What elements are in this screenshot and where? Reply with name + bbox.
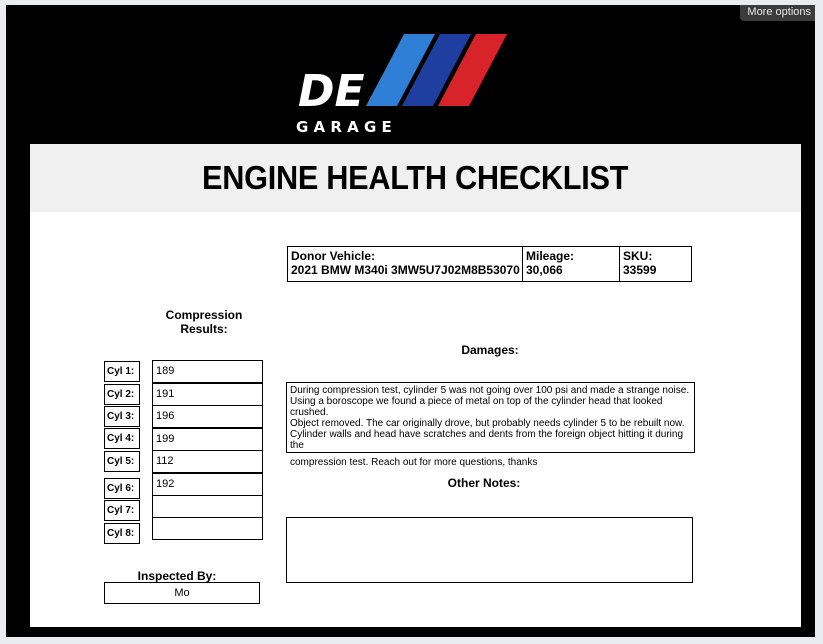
more-options-tooltip: More options bbox=[740, 5, 815, 21]
cyl-7-label: Cyl 7: bbox=[104, 500, 140, 521]
cyl-5-label: Cyl 5: bbox=[104, 451, 140, 472]
mileage-label: Mileage: bbox=[526, 249, 575, 263]
damages-box bbox=[286, 382, 695, 468]
page-title: ENGINE HEALTH CHECKLIST bbox=[202, 159, 629, 196]
donor-vehicle-label: Donor Vehicle: bbox=[291, 249, 376, 263]
sku-label: SKU: bbox=[623, 249, 653, 263]
logo-subtitle: G A R A G E bbox=[296, 118, 392, 136]
cyl-4-label: Cyl 4: bbox=[104, 428, 140, 449]
damage-line: compression test. Reach out for more questions, thanks bbox=[290, 457, 538, 468]
cyl-2-label: Cyl 2: bbox=[104, 384, 140, 405]
vehicle-info-table bbox=[287, 246, 692, 282]
cyl-8-label: Cyl 8: bbox=[104, 523, 140, 544]
cyl-5-value: 112 bbox=[152, 450, 263, 473]
de-garage-logo-icon bbox=[294, 30, 516, 136]
cyl-6-value: 192 bbox=[152, 473, 263, 496]
cyl-1-value: 189 bbox=[152, 360, 263, 383]
cyl-3-label: Cyl 3: bbox=[104, 406, 140, 427]
sku-value: 33599 bbox=[623, 263, 657, 277]
document-viewer bbox=[6, 5, 815, 637]
logo-mark: DE bbox=[298, 66, 365, 117]
damage-line: Using a boroscope we found a piece of metal on top of the cylinder head that looked crushed. bbox=[290, 396, 663, 418]
mileage-cell bbox=[522, 247, 619, 281]
damage-line: Cylinder walls and head have scratches and dents from the foreign object hitting it during the bbox=[290, 429, 684, 451]
inspected-by-heading: Inspected By: bbox=[137, 569, 217, 583]
cyl-2-value: 191 bbox=[152, 383, 263, 406]
damages-heading: Damages: bbox=[461, 343, 519, 357]
checklist-sheet bbox=[30, 144, 801, 627]
cyl-3-value: 196 bbox=[152, 405, 263, 428]
donor-vehicle-value: 2021 BMW M340i 3MW5U7J02M8B53070 bbox=[291, 263, 520, 277]
cyl-8-value bbox=[152, 517, 263, 540]
other-notes-box bbox=[286, 517, 693, 583]
sku-cell bbox=[619, 247, 691, 281]
cyl-4-value: 199 bbox=[152, 428, 263, 451]
inspected-by-value: Mo bbox=[104, 582, 260, 604]
cyl-6-label: Cyl 6: bbox=[104, 478, 140, 499]
title-band bbox=[30, 144, 801, 212]
damage-line: During compression test, cylinder 5 was not going over 100 psi and made a strange noise. bbox=[290, 385, 690, 396]
damage-line: Object removed. The car originally drove, but probably needs cylinder 5 to be rebuilt now. bbox=[290, 418, 685, 429]
compression-heading: Compression Results: bbox=[165, 308, 243, 336]
cyl-7-value bbox=[152, 495, 263, 518]
cyl-1-label: Cyl 1: bbox=[104, 361, 140, 382]
mileage-value: 30,066 bbox=[526, 263, 563, 277]
donor-vehicle-cell bbox=[288, 247, 522, 281]
other-notes-heading: Other Notes: bbox=[447, 476, 521, 490]
